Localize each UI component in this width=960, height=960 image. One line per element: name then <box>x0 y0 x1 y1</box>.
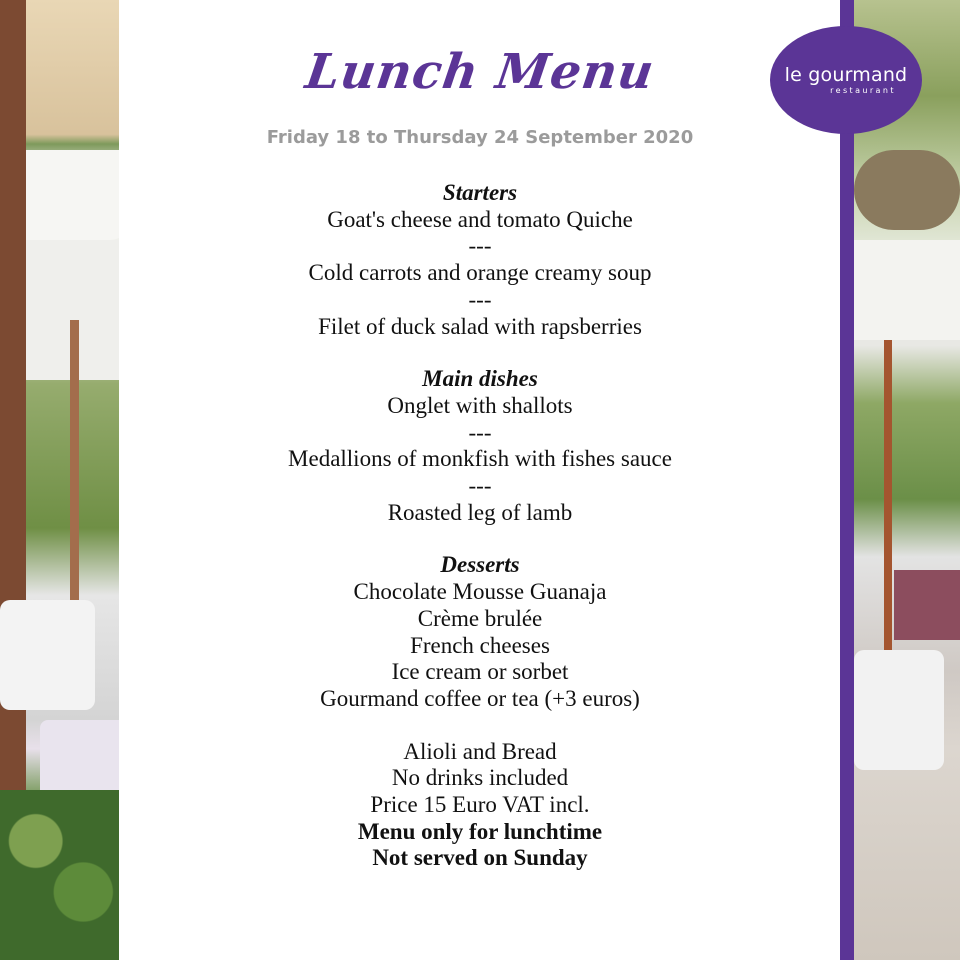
menu-item: Filet of duck salad with rapsberries <box>318 313 642 339</box>
purple-divider-band <box>840 0 854 960</box>
separator: --- <box>468 286 492 312</box>
main-dishes-section <box>120 366 840 526</box>
menu-item: Roasted leg of lamb <box>387 499 573 525</box>
price-note: Price 15 Euro VAT incl. <box>370 792 590 818</box>
separator: --- <box>468 419 492 445</box>
terrace-chair <box>854 650 944 770</box>
parasol-pole <box>884 340 892 650</box>
menu-item: French cheeses <box>410 632 550 658</box>
logo-name: le gourmand <box>784 63 908 86</box>
menu-body <box>120 180 840 872</box>
menu-item: Onglet with shallots <box>387 392 573 418</box>
foliage <box>0 790 119 960</box>
menu-item: Chocolate Mousse Guanaja <box>353 579 607 605</box>
menu-item: Cold carrots and orange creamy soup <box>308 260 652 286</box>
section-title-starters: Starters <box>442 180 518 205</box>
menu-item: Crème brulée <box>417 605 543 631</box>
footer-note: Alioli and Bread <box>403 738 557 764</box>
section-title-main-dishes: Main dishes <box>422 366 538 392</box>
menu-item: Goat's cheese and tomato Quiche <box>327 206 633 232</box>
terrace-photo-right <box>854 0 960 960</box>
menu-footer <box>120 739 840 873</box>
parasol-canopy <box>854 240 960 340</box>
footer-bold-note: Menu only for lunchtime <box>357 818 603 844</box>
menu-dates: Friday 18 to Thursday 24 September 2020 <box>266 127 694 148</box>
terrace-photo-left <box>0 0 119 960</box>
terrace-table <box>894 570 960 640</box>
separator: --- <box>468 473 492 499</box>
parasol-pole-thin <box>70 320 79 620</box>
footer-note: No drinks included <box>391 765 569 791</box>
desserts-section <box>120 552 840 712</box>
menu-item: Ice cream or sorbet <box>391 659 569 685</box>
menu-item: Medallions of monkfish with fishes sauce <box>288 446 672 472</box>
starters-section <box>120 180 840 340</box>
separator: --- <box>468 233 492 259</box>
parasol-canopy-lower <box>10 240 119 380</box>
tree-branch <box>854 150 960 230</box>
menu-item: Gourmand coffee or tea (+3 euros) <box>320 685 640 711</box>
page-title: Lunch Menu <box>302 44 658 100</box>
footer-bold-note: Not served on Sunday <box>372 845 588 871</box>
section-title-desserts: Desserts <box>440 552 520 578</box>
terrace-chair <box>0 600 95 710</box>
logo-subtitle: restaurant <box>830 85 896 95</box>
